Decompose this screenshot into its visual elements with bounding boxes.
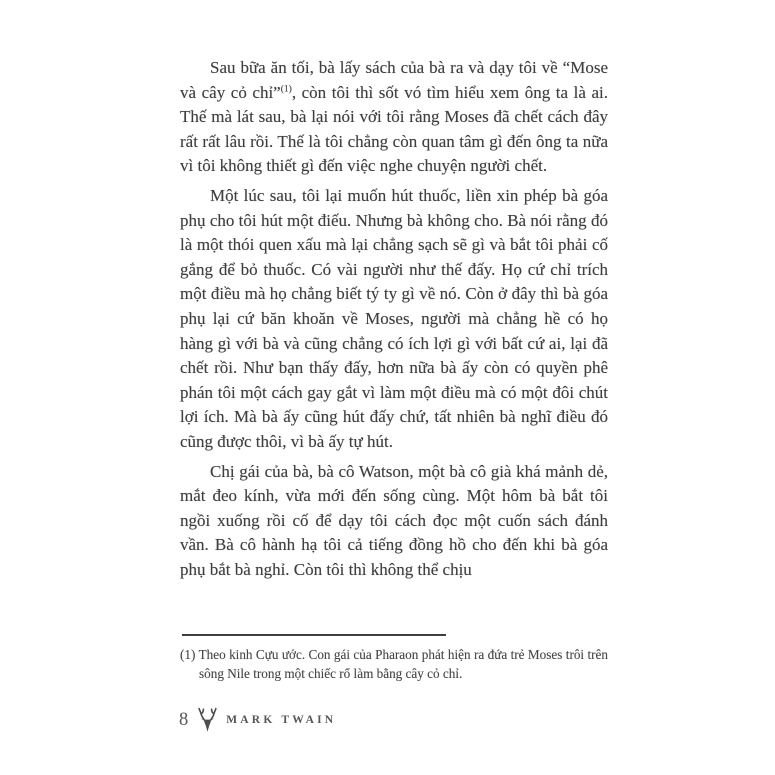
footnote-section (180, 634, 608, 683)
paragraph-3: Chị gái của bà, bà cô Watson, một bà cô già khá mảnh dẻ, mắt đeo kính, vừa mới đến sống cùng. Một hôm bà bắt tôi ngồi xuống rồi cố để dạy tôi cách đọc một cuốn sách đánh vần. Bà cô hành hạ tôi cả tiếng đồng hồ cho đến khi bà góa phụ bắt bà nghỉ. Còn tôi thì không thể chịu (180, 461, 608, 579)
page-number: 8 (179, 709, 189, 730)
paragraph-1 (180, 56, 608, 179)
footnote (180, 646, 608, 683)
footnote-text: Theo kinh Cựu ước. Con gái của Pharaon phát hiện ra đứa trẻ Moses trôi trên sông Nile trong một chiếc rổ làm bằng cây cỏ chỉ. (198, 647, 608, 681)
paragraph-1-text-before: Sau bữa ăn tối, bà lấy sách của bà ra và dạy tôi về “Mose và cây cỏ chỉ” (180, 58, 608, 102)
paragraph-2: Một lúc sau, tôi lại muốn hút thuốc, liền xin phép bà góa phụ cho tôi hút một điếu. Nhưng bà không cho. Bà nói rằng đó là một thói quen xấu mà lại chẳng sạch sẽ gì và bắt tôi phải cố gắng để bỏ thuốc. Có vài người như thế đấy. Họ cứ chỉ trích một điều mà họ chẳng biết tý ty gì về nó. Còn ở đây thì bà góa phụ lại cứ băn khoăn về Moses, người mà chẳng hề có họ hàng gì với bà và cũng chẳng có ích lợi gì với bất cứ ai, lại đã chết rồi. Như bạn thấy đấy, hơn nữa bà ấy còn có quyền phê phán tôi một cách gay gắt vì làm một điều mà có một đôi chút lợi ích. Mà bà ấy cũng hút đấy chứ, tất nhiên bà nghĩ điều đó cũng được thôi, vì bà ấy tự hút. (180, 185, 608, 451)
footnote-divider (182, 634, 446, 636)
paragraph-1-text-after: , còn tôi thì sốt vó tìm hiểu xem ông ta là ai. Thế mà lát sau, bà lại nói với tôi rằng Moses đã chết cách đây rất rất lâu rồi. Thế là tôi chẳng còn quan tâm gì đến ông ta nữa vì tôi không thiết gì đến việc nghe chuyện người chết. (180, 82, 609, 176)
footnote-reference: (1) (280, 83, 292, 94)
author-name: MARK TWAIN (226, 714, 337, 727)
stag-head-icon (196, 707, 219, 734)
footnote-marker: (1) (180, 647, 196, 662)
page-footer (179, 703, 336, 737)
page-body-text (180, 56, 608, 587)
